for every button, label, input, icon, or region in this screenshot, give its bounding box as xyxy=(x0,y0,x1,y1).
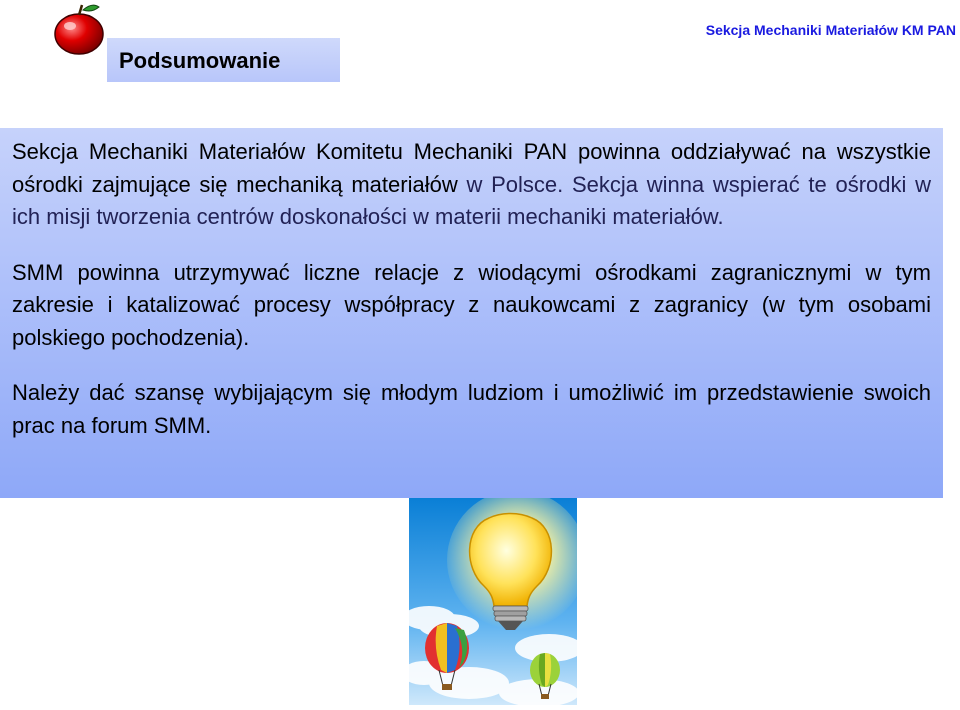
lightbulb-balloons-illustration xyxy=(409,498,577,705)
paragraph-1 xyxy=(12,136,931,234)
paragraph-3: Należy dać szansę wybijającym się młodym ludziom i umożliwić im przedstawienie swoich prac na forum SMM. xyxy=(12,380,931,438)
paragraph-1-part-b: w Polsce. Sekcja winna wspierać te ośrodki w ich misji tworzenia centrów doskonałości w materii mechaniki materiałów. xyxy=(12,171,932,229)
content-panel xyxy=(0,128,943,498)
slide-title: Podsumowanie xyxy=(119,48,281,73)
apple-icon xyxy=(52,2,108,56)
slide-title-box xyxy=(107,38,340,82)
paragraph-2: SMM powinna utrzymywać liczne relacje z wiodącymi ośrodkami zagranicznymi w tym zakresie i katalizować procesy współpracy z naukowcami z zagranicy (w tym osobami polskiego pochodzenia). xyxy=(12,259,931,350)
paragraph-1-part-a: Sekcja Mechaniki Materiałów Komitetu Mechaniki PAN powinna oddziaływać na wszystkie ośrodki zajmujące się mechaniką materiałów xyxy=(12,139,931,197)
organization-name: Sekcja Mechaniki Materiałów KM PAN xyxy=(705,22,956,38)
